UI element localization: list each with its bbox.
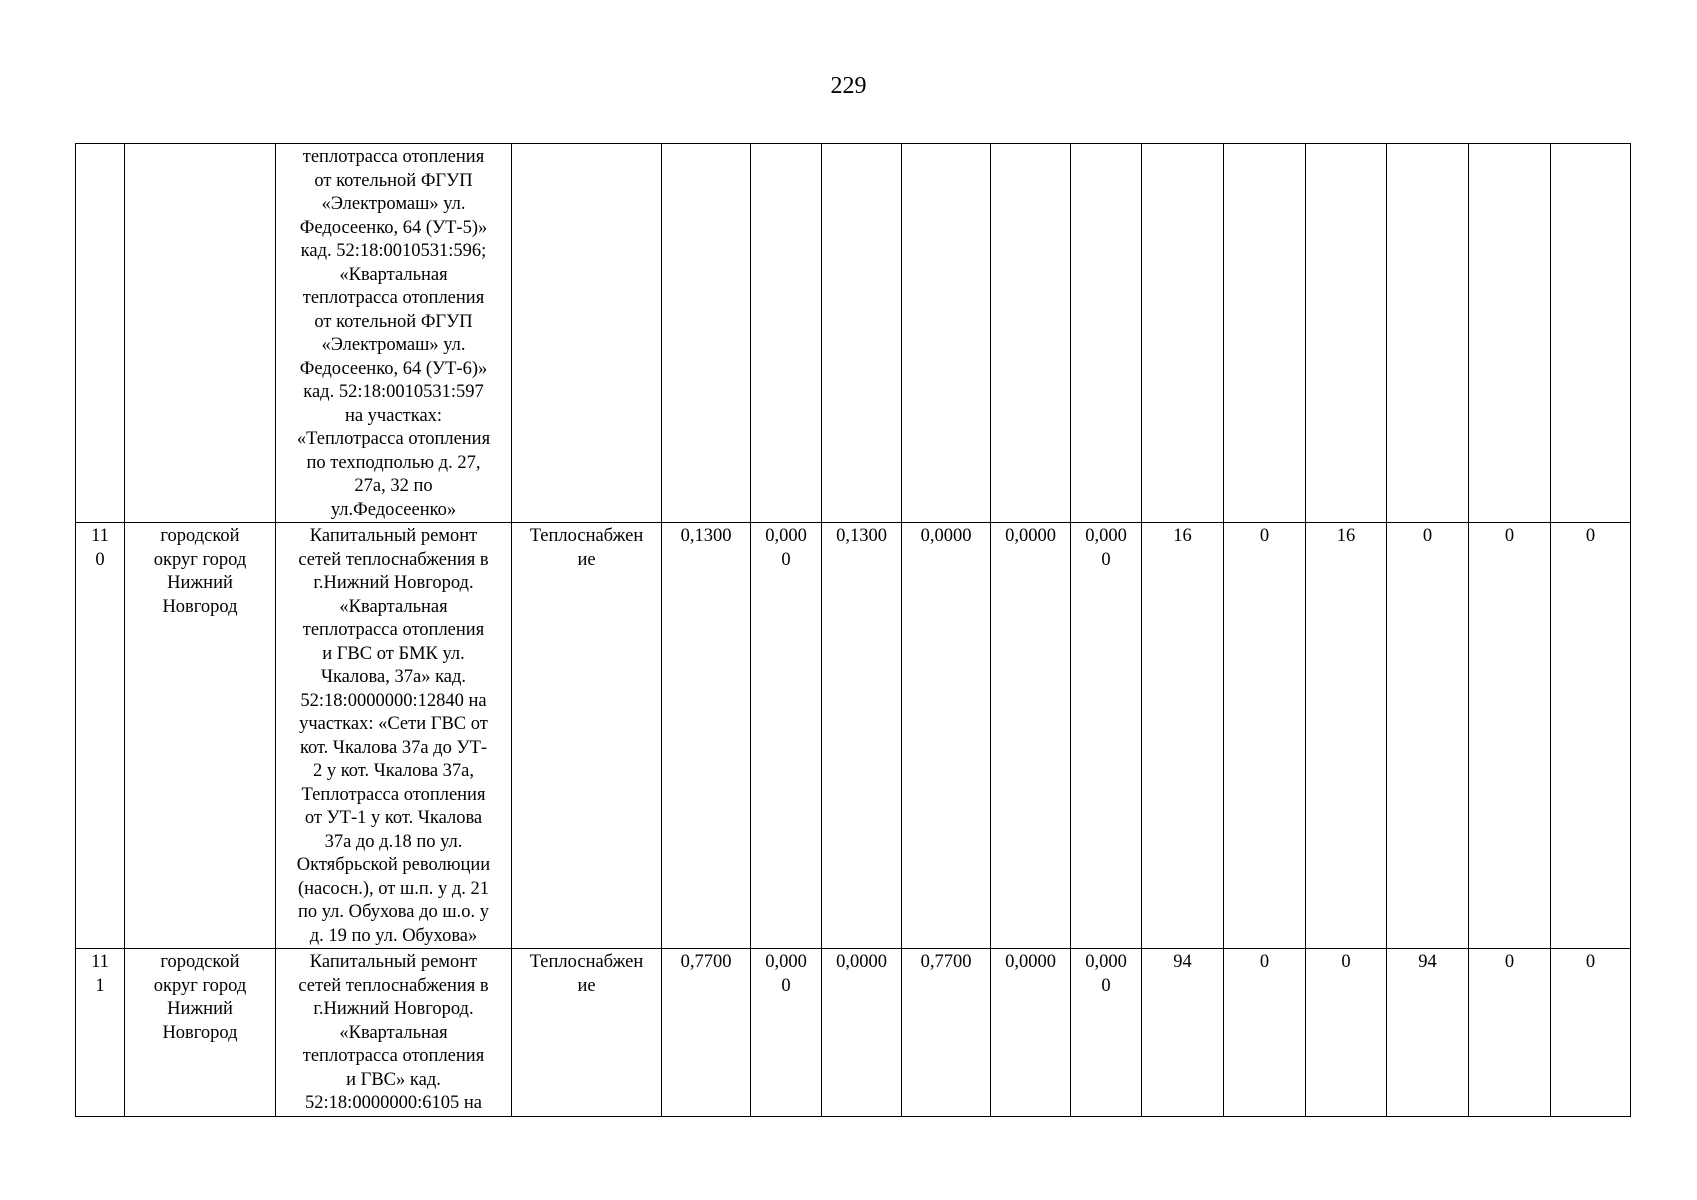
cell-count: 0 <box>1224 949 1306 1117</box>
cell-value <box>751 144 822 523</box>
cell-count: 0 <box>1469 949 1551 1117</box>
cell-municipality: городской округ город Нижний Новгород <box>125 523 276 949</box>
cell-num: 11 0 <box>76 523 125 949</box>
cell-count: 94 <box>1142 949 1224 1117</box>
cell-description: Капитальный ремонт сетей теплоснабжения в г.Нижний Новгород. «Квартальная теплотрасса отопления и ГВС» кад. 52:18:0000000:6105 на <box>276 949 512 1117</box>
cell-count <box>1142 144 1224 523</box>
cell-count: 16 <box>1142 523 1224 949</box>
cell-count <box>1387 144 1469 523</box>
table-row <box>76 523 1631 949</box>
cell-value: 0,0000 <box>991 949 1071 1117</box>
cell-count: 0 <box>1306 949 1387 1117</box>
cell-municipality: городской округ город Нижний Новгород <box>125 949 276 1117</box>
cell-description: Капитальный ремонт сетей теплоснабжения в г.Нижний Новгород. «Квартальная теплотрасса отопления и ГВС от БМК ул. Чкалова, 37а» кад. 52:18:0000000:12840 на участках: «Сети ГВС от кот. Чкалова 37а до УТ- 2 у кот. Чкалова 37а, Теплотрасса отопления от УТ-1 у кот. Чкалова 37а до д.18 по ул. Октябрьской революции (насосн.), от ш.п. у д. 21 по ул. Обухова до ш.о. у д. 19 по ул. Обухова» <box>276 523 512 949</box>
cell-value: 0,000 0 <box>751 949 822 1117</box>
cell-value <box>902 144 991 523</box>
cell-municipality <box>125 144 276 523</box>
cell-value <box>662 144 751 523</box>
cell-value: 0,0000 <box>902 523 991 949</box>
cell-value: 0,000 0 <box>1071 523 1142 949</box>
cell-value: 0,7700 <box>662 949 751 1117</box>
cell-value <box>1071 144 1142 523</box>
cell-count: 0 <box>1551 523 1631 949</box>
cell-num: 11 1 <box>76 949 125 1117</box>
cell-value: 0,1300 <box>662 523 751 949</box>
table-row <box>76 144 1631 523</box>
cell-type <box>512 144 662 523</box>
cell-count <box>1469 144 1551 523</box>
cell-value: 0,0000 <box>991 523 1071 949</box>
cell-count: 16 <box>1306 523 1387 949</box>
cell-type: Теплоснабжен ие <box>512 523 662 949</box>
cell-count: 0 <box>1224 523 1306 949</box>
works-table <box>75 143 1631 1117</box>
cell-count: 0 <box>1551 949 1631 1117</box>
cell-value: 0,7700 <box>902 949 991 1117</box>
cell-num <box>76 144 125 523</box>
cell-count <box>1224 144 1306 523</box>
cell-value: 0,000 0 <box>751 523 822 949</box>
cell-count <box>1306 144 1387 523</box>
cell-description: теплотрасса отопления от котельной ФГУП «Электромаш» ул. Федосеенко, 64 (УТ-5)» кад. 52:18:0010531:596; «Квартальная теплотрасса отопления от котельной ФГУП «Электромаш» ул. Федосеенко, 64 (УТ-6)» кад. 52:18:0010531:597 на участках: «Теплотрасса отопления по техподполью д. 27, 27а, 32 по ул.Федосеенко» <box>276 144 512 523</box>
cell-value: 0,0000 <box>822 949 902 1117</box>
cell-count: 0 <box>1469 523 1551 949</box>
cell-count: 94 <box>1387 949 1469 1117</box>
cell-value: 0,000 0 <box>1071 949 1142 1117</box>
page-number: 229 <box>830 73 867 99</box>
cell-value <box>991 144 1071 523</box>
cell-value: 0,1300 <box>822 523 902 949</box>
cell-type: Теплоснабжен ие <box>512 949 662 1117</box>
cell-value <box>822 144 902 523</box>
cell-count <box>1551 144 1631 523</box>
table-row <box>76 949 1631 1117</box>
cell-count: 0 <box>1387 523 1469 949</box>
